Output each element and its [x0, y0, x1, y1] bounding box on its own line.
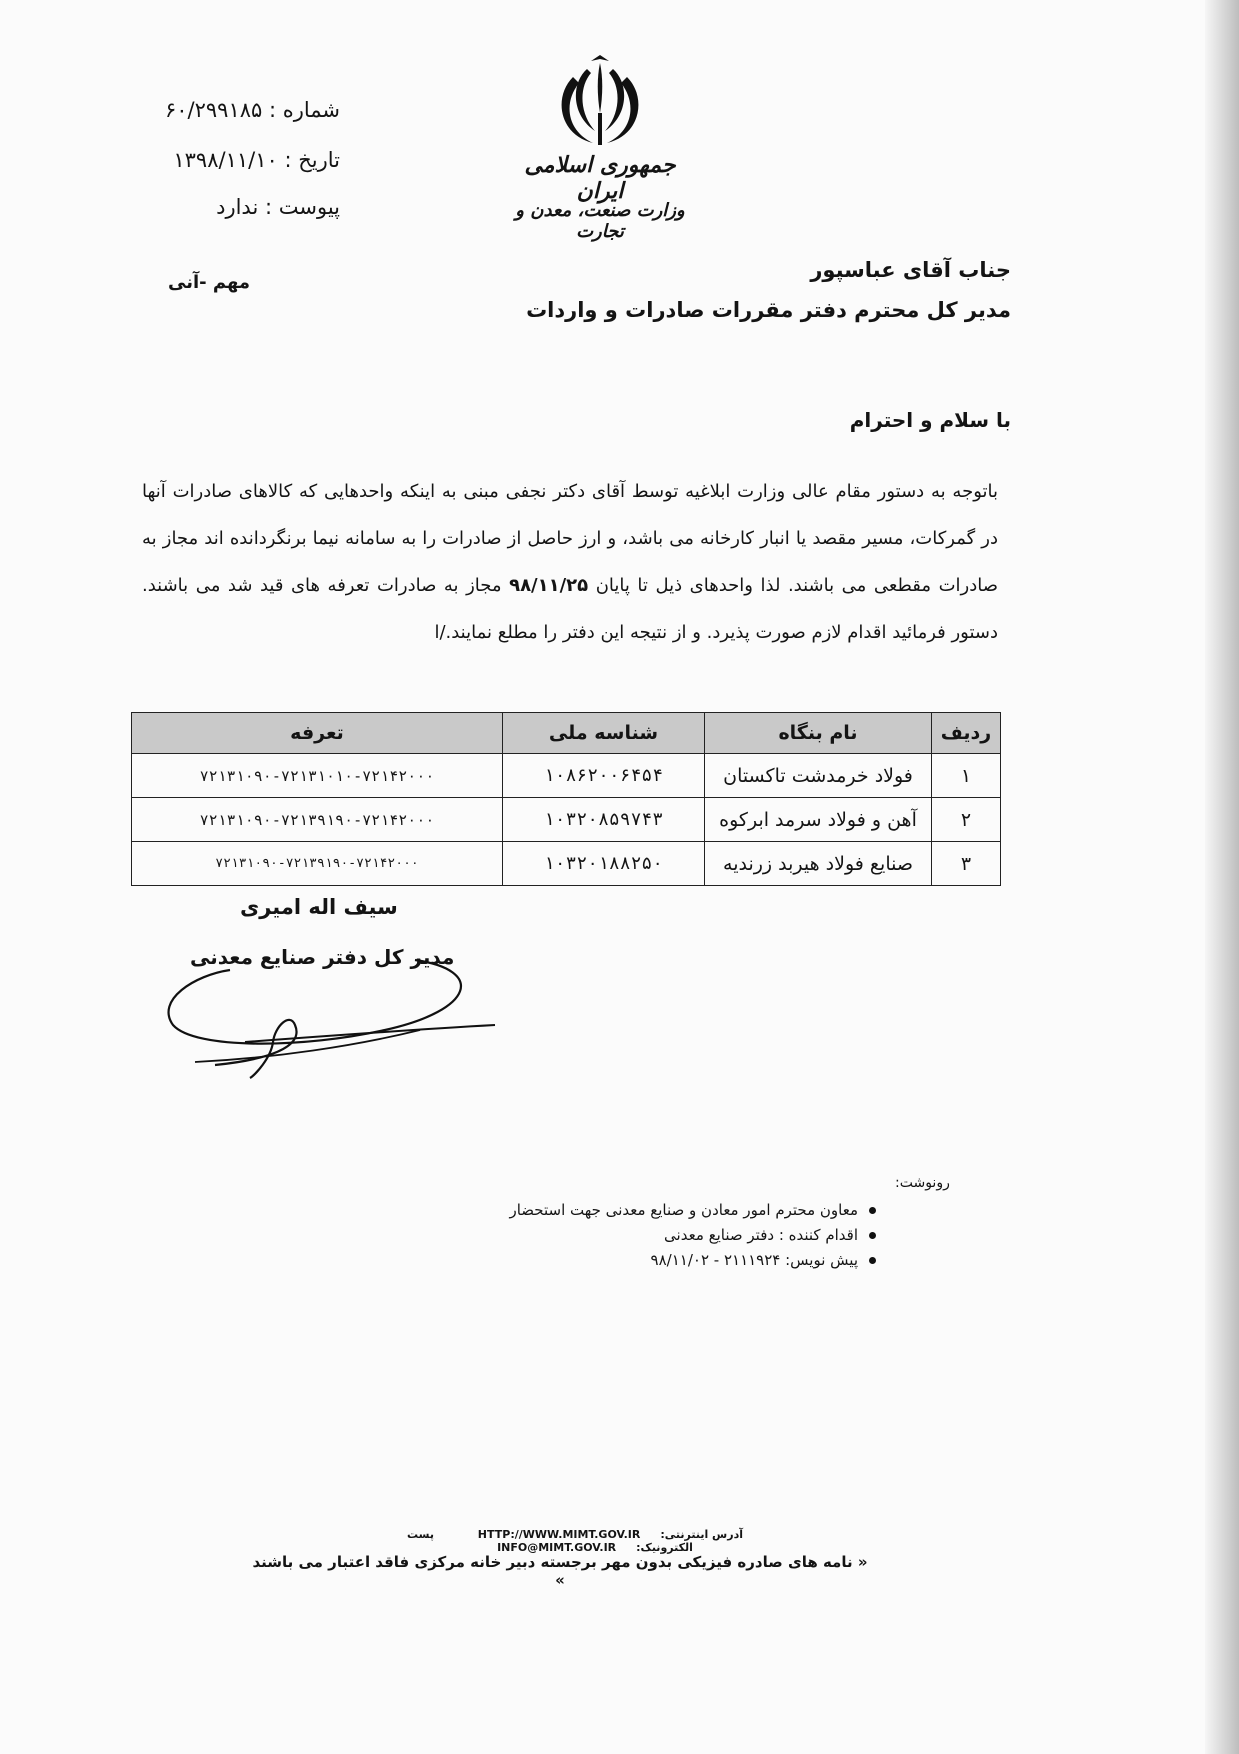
letter-attachment-value: ندارد: [216, 195, 259, 219]
cell-company: صنایع فولاد هیربد زرندیه: [705, 842, 932, 886]
letter-number: [95, 98, 340, 122]
cell-national-id: ۱۰۳۲۰۸۵۹۷۴۳: [503, 798, 705, 842]
greeting: با سلام و احترام: [849, 408, 1011, 432]
cc-list: [480, 1198, 880, 1273]
signatory-name: سیف اله امیری: [240, 895, 398, 919]
col-header-company: نام بنگاه: [705, 713, 932, 754]
addressee-title: مدیر کل محترم دفتر مقررات صادرات و واردات: [526, 298, 1011, 322]
table-row: [132, 842, 1001, 886]
letter-body: [142, 468, 998, 656]
letter-body-part2: مجاز به صادرات تعرفه های قید شد می باشند. دستور فرمائید اقدام لازم صورت پذیرد. و از نتیجه این دفتر را مطلع نمایند./ا: [142, 575, 998, 643]
deadline-date: ۹۸/۱۱/۲۵: [509, 575, 589, 596]
units-table: [131, 712, 1001, 886]
cell-national-id: ۱۰۸۶۲۰۰۶۴۵۴: [503, 754, 705, 798]
cell-national-id: ۱۰۳۲۰۱۸۸۲۵۰: [503, 842, 705, 886]
priority-note: مهم -آنی: [168, 272, 251, 293]
table-header-row: [132, 713, 1001, 754]
letter-date-label: تاریخ :: [284, 148, 340, 172]
cell-row: ۳: [932, 842, 1001, 886]
table-row: [132, 754, 1001, 798]
cell-tariff: ۷۲۱۳۱۰۹۰-۷۲۱۳۹۱۹۰-۷۲۱۴۲۰۰۰: [132, 842, 503, 886]
letter-date-value: ۱۳۹۸/۱۱/۱۰: [173, 148, 278, 172]
republic-title: جمهوری اسلامی ایران: [524, 152, 676, 204]
addressee-name: جناب آقای عباسپور: [810, 258, 1011, 282]
footer-contact: [300, 1528, 870, 1554]
footer-validity-note: « نامه های صادره فیزیکی بدون مهر برجسته دبیر خانه مرکزی فاقد اعتبار می باشند »: [252, 1553, 868, 1589]
letter-attachment-label: پیوست :: [265, 195, 340, 219]
cell-company: آهن و فولاد سرمد ابرکوه: [705, 798, 932, 842]
handwritten-signature: [155, 930, 515, 1080]
cell-company: فولاد خرمدشت تاکستان: [705, 754, 932, 798]
scan-shadow-edge: [1205, 0, 1239, 1754]
letter-attachment: [95, 195, 340, 219]
cell-row: ۱: [932, 754, 1001, 798]
ministry-title: وزارت صنعت، معدن و تجارت: [515, 200, 685, 242]
table-row: [132, 798, 1001, 842]
signatory-title: مدیر کل دفتر صنایع معدنی: [190, 945, 455, 969]
cc-item: اقدام کننده : دفتر صنایع معدنی: [480, 1223, 880, 1248]
footer-email-label: پست الکترونیک:: [406, 1528, 693, 1554]
footer-web-url[interactable]: HTTP://WWW.MIMT.GOV.IR: [477, 1528, 641, 1541]
cell-row: ۲: [932, 798, 1001, 842]
cell-tariff: ۷۲۱۳۱۰۹۰-۷۲۱۳۱۰۱۰-۷۲۱۴۲۰۰۰: [132, 754, 503, 798]
letter-number-label: شماره :: [268, 98, 340, 122]
cc-heading: رونوشت:: [895, 1175, 950, 1191]
footer-email-address[interactable]: INFO@MIMT.GOV.IR: [497, 1541, 617, 1554]
letter-body-part1: باتوجه به دستور مقام عالی وزارت ابلاغیه توسط آقای دکتر نجفی مبنی به اینکه واحدهایی که کالاهای صادرات آنها در گمرکات، مسیر مقصد یا انبار کارخانه می باشد، و ارز حاصل از صادرات را به سامانه نیما برنگردانده اند مجاز به صادرات مقطعی می باشند. لذا واحدهای ذیل تا پایان: [142, 481, 998, 596]
cell-tariff: ۷۲۱۳۱۰۹۰-۷۲۱۳۹۱۹۰-۷۲۱۴۲۰۰۰: [132, 798, 503, 842]
emblem-icon: [545, 55, 655, 155]
footer-web-label: آدرس اینترنتی:: [660, 1528, 743, 1541]
letter-number-value: ۶۰/۲۹۹۱۸۵: [164, 98, 263, 122]
letter-date: [95, 148, 340, 172]
cc-item: معاون محترم امور معادن و صنایع معدنی جهت استحضار: [480, 1198, 880, 1223]
cc-item: پیش نویس: ۲۱۱۱۹۲۴ - ۹۸/۱۱/۰۲: [480, 1248, 880, 1273]
col-header-national-id: شناسه ملی: [503, 713, 705, 754]
col-header-tariff: تعرفه: [132, 713, 503, 754]
col-header-row: ردیف: [932, 713, 1001, 754]
footer-web: [468, 1528, 753, 1541]
